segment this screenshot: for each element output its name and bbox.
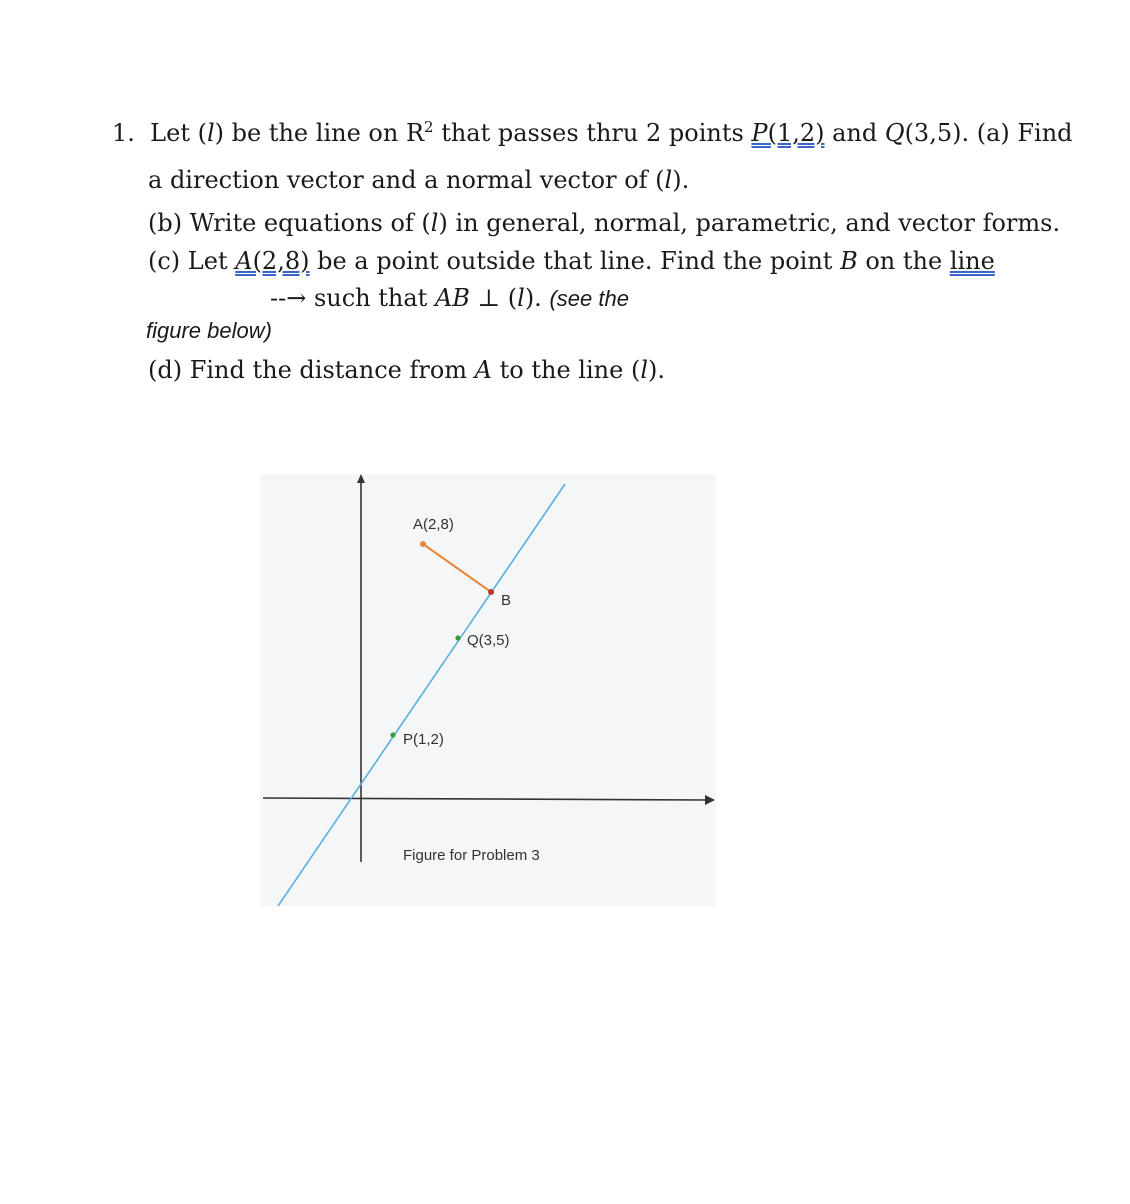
part-b: (b) Write equations of (l) in general, normal, parametric, and vector forms.: [148, 209, 1061, 237]
label-A: A(2,8): [413, 516, 454, 533]
label-P: P(1,2): [403, 731, 444, 748]
figure-background: [260, 474, 716, 906]
problem-figure: [260, 474, 716, 906]
problem-line-2: a direction vector and a normal vector of (l).: [148, 166, 690, 194]
point-P: [390, 732, 395, 737]
part-c-line-2: --→ such that AB ⊥ (l). (see the: [270, 284, 629, 312]
figure-caption: Figure for Problem 3: [403, 847, 540, 864]
label-B: B: [501, 592, 512, 609]
problem-number: 1.: [112, 119, 135, 147]
label-Q: Q(3,5): [467, 632, 510, 649]
part-c-line-3: figure below): [146, 318, 272, 343]
part-d: (d) Find the distance from A to the line (l).: [148, 356, 665, 384]
part-c: (c) Let A(2,8) be a point outside that line. Find the point B on the line: [148, 247, 995, 275]
problem-line-1: 1. Let (l) be the line on $R^2$ that passes thru 2 points P(1,2) and Q(3,5). (a) Find: [112, 118, 1073, 147]
point-A: [420, 541, 426, 547]
point-Q: [455, 635, 460, 640]
vector-arrow: --→: [270, 284, 307, 312]
point-B: [488, 589, 494, 595]
